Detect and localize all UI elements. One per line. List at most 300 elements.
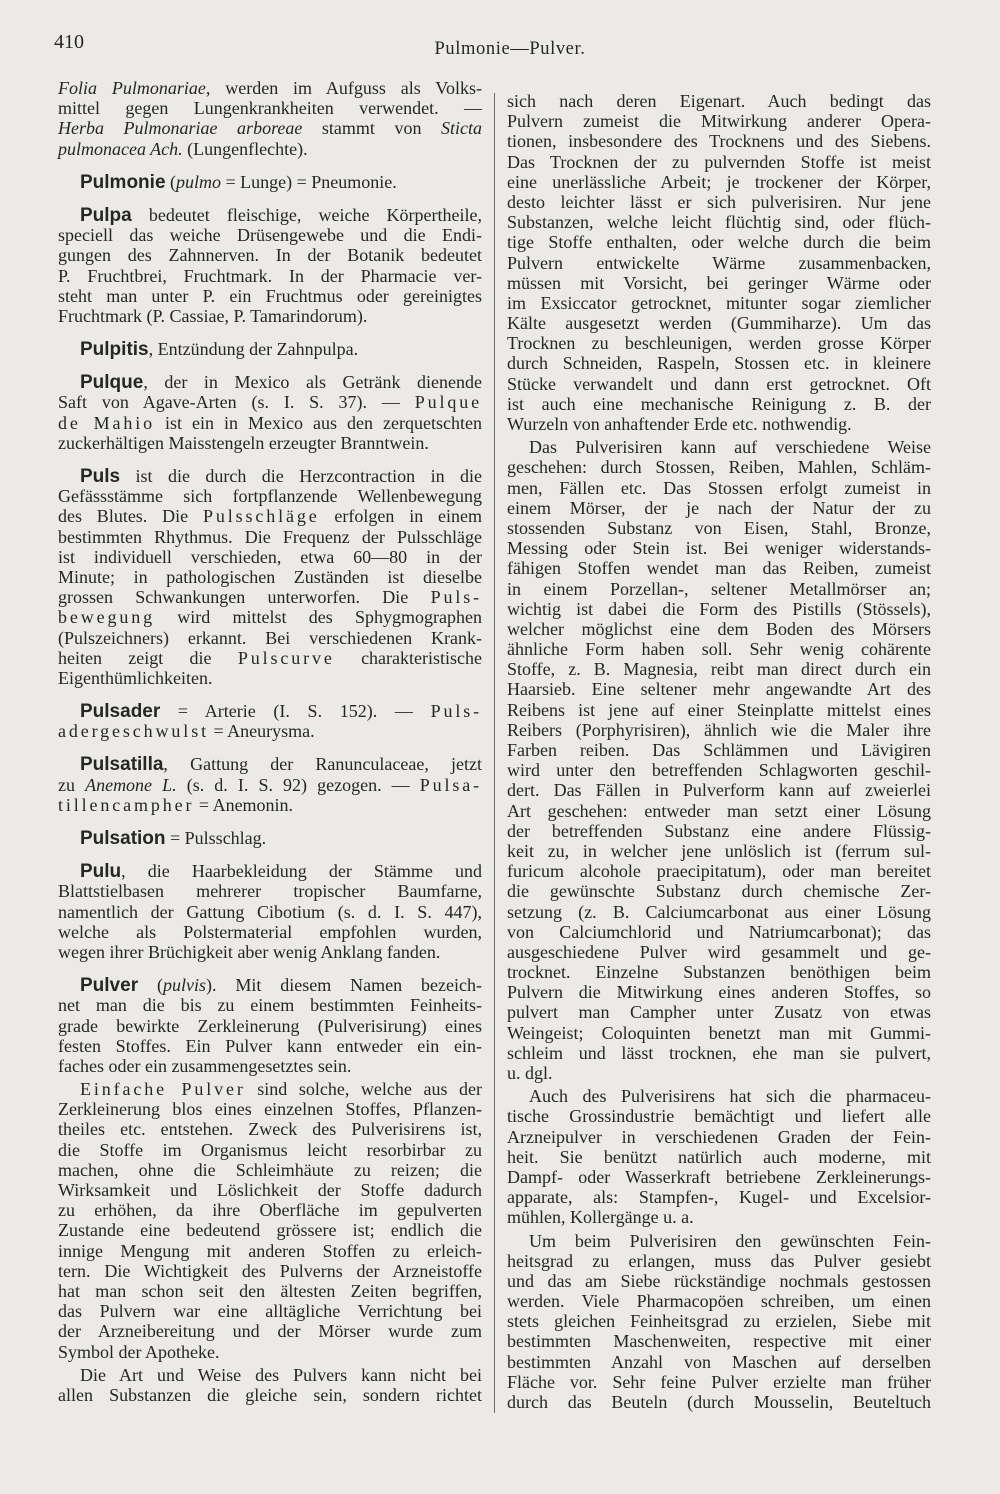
line-text — [80, 701, 482, 721]
text-paragraph — [58, 1079, 482, 1362]
line-text: Substanzen, welche leicht flüchtig sind, oder flüch- — [507, 212, 931, 233]
line-text: net man die bis zu einem bestimmten Feinheits- — [58, 995, 482, 1016]
text-line — [58, 392, 482, 412]
line-text — [58, 648, 482, 668]
line-text: welcher möglichst eine dem Boden des Mörsers — [507, 618, 931, 639]
text-line — [507, 861, 931, 881]
text-line — [58, 547, 482, 567]
text-line — [507, 111, 931, 131]
text-run: sind solche, welche aus der — [245, 1079, 483, 1100]
text-line — [58, 995, 482, 1015]
line-text: ausgeschiedene Pulver wird gesammelt und ge- — [507, 941, 931, 962]
line-text: Die Art und Weise des Pulvers kann nicht bei — [80, 1364, 482, 1385]
text-line — [58, 628, 482, 648]
spaced-text: adergeschwulst — [58, 721, 209, 742]
text-line — [58, 567, 482, 587]
line-text: namentlich der Gattung Cibotium (s. d. I. S. 447), — [58, 901, 482, 922]
line-text — [80, 861, 482, 881]
text-run: ist ein in Mexico aus den zerquetschten — [155, 412, 482, 433]
text-run: (s. d. I. S. 92) gezogen. — — [176, 774, 420, 795]
line-text: Wurzeln von anhaftender Erde etc. nothwendig. — [507, 414, 852, 434]
dictionary-entry — [58, 861, 482, 962]
line-text: setzung (z. B. Calciumcarbonat aus einer Lösung — [507, 901, 931, 922]
line-text: hat man schon seit den ältesten Zeiten begriffen, — [58, 1280, 482, 1301]
headword: Pulsation — [80, 828, 166, 849]
line-text: innige Mengung mit anderen Stoffen zu erleich- — [58, 1240, 482, 1261]
text-line — [58, 172, 482, 192]
text-line — [58, 1301, 482, 1321]
text-line — [507, 1023, 931, 1043]
text-line — [507, 780, 931, 800]
text-line — [58, 1036, 482, 1056]
text-line — [58, 1180, 482, 1200]
dictionary-entry — [58, 339, 482, 359]
line-text — [58, 413, 482, 433]
line-text: Reibens ist jene auf einer Steinplatte mittelst eines — [507, 699, 931, 720]
text-line — [58, 1079, 482, 1099]
text-line — [58, 527, 482, 547]
dictionary-entry — [58, 372, 482, 453]
text-run: des Blutes. Die — [58, 506, 203, 527]
text-line — [58, 648, 482, 668]
text-line — [58, 306, 482, 326]
line-text: Pulvern die Mitwirkung eines anderen Stoffes, so — [507, 982, 931, 1003]
text-line — [58, 466, 482, 486]
line-text: Zustande eine bedeutend grössere ist; endlich die — [58, 1220, 482, 1241]
text-run: ( — [138, 975, 163, 996]
line-text: durch das Beuteln (durch Mousselin, Beuteltuch — [507, 1392, 931, 1412]
text-line — [507, 253, 931, 273]
text-line — [507, 293, 931, 313]
text-line — [507, 1331, 931, 1351]
italic-text: Anemone L. — [85, 774, 177, 795]
line-text: Stoffe, z. B. Magnesia, reibt man direct durch ein — [507, 659, 931, 680]
text-line — [58, 1056, 482, 1076]
text-line — [58, 754, 482, 774]
text-line — [507, 1147, 931, 1167]
headword: Pulsader — [80, 701, 161, 723]
line-text: in einem Porzellan-, seltener Metallmörser an; — [507, 578, 931, 599]
line-text: fähigen Stoffen wendet man das Reiben, zumeist — [507, 558, 931, 579]
text-line — [58, 205, 482, 225]
text-line — [58, 1140, 482, 1160]
text-line — [507, 1086, 931, 1106]
text-line — [58, 902, 482, 922]
text-line — [507, 518, 931, 538]
text-line — [507, 1063, 931, 1083]
text-line — [58, 607, 482, 627]
text-line — [507, 1167, 931, 1187]
text-line — [58, 942, 482, 962]
line-text: men, Fällen etc. Das Stossen erfolgt zumeist in — [507, 477, 931, 498]
line-text: der betreffenden Substanz eine andere Flüssig- — [507, 820, 931, 841]
text-line — [58, 118, 482, 138]
text-line — [507, 394, 931, 414]
dictionary-entry — [58, 828, 482, 848]
text-line — [58, 861, 482, 881]
text-line — [58, 372, 482, 392]
line-text: wegen ihrer Brüchigkeit aber wenig Anklang fanden. — [58, 941, 441, 962]
dictionary-entry — [58, 205, 482, 326]
line-text: trocknet. Einzelne Substanzen benöthigen beim — [507, 962, 931, 983]
text-line — [58, 286, 482, 306]
text-line — [507, 902, 931, 922]
text-line — [58, 139, 482, 159]
text-line — [507, 478, 931, 498]
text-line — [58, 975, 482, 995]
running-head: Pulmonie—Pulver. — [434, 39, 586, 59]
text-line — [58, 1220, 482, 1240]
line-text: tern. Die Wichtigkeit des Pulverns der Arzneistoffe — [58, 1260, 482, 1281]
column-divider — [494, 93, 495, 1413]
line-text: Pulvern zumeist die Mitwirkung anderer Opera- — [507, 111, 931, 132]
line-text: Um beim Pulverisiren den gewünschten Fein- — [529, 1230, 931, 1251]
line-text: Zerkleinerung blos eines einzelnen Stoffes, Pflanzen- — [58, 1099, 482, 1120]
text-line — [507, 679, 931, 699]
line-text: Das Trocknen der zu pulvernden Stoffe ist meist — [507, 151, 931, 172]
italic-text: pulmo — [176, 171, 222, 192]
text-line — [58, 1200, 482, 1220]
text-run: , die Haarbekleidung der Stämme und — [121, 861, 482, 882]
text-line — [58, 721, 482, 741]
text-line — [58, 587, 482, 607]
text-run: = Arterie (I. S. 152). — — [160, 701, 431, 722]
line-text: der Arzneibereitung und der Mörser wurde zum — [58, 1321, 482, 1342]
text-line — [58, 828, 482, 848]
dictionary-entry — [58, 172, 482, 192]
text-run: , Entzündung der Zahnpulpa. — [148, 339, 359, 360]
text-line — [507, 437, 931, 457]
line-text: die gewünschte Substanz durch chemische Zer- — [507, 881, 931, 902]
headword: Pulpitis — [80, 339, 149, 361]
spaced-text: bewegung — [58, 607, 156, 628]
text-line — [58, 1342, 482, 1362]
text-paragraph — [507, 437, 931, 1083]
right-column — [507, 91, 931, 1412]
line-text — [80, 205, 482, 225]
spaced-text: tillencampher — [58, 794, 195, 815]
dictionary-entry — [58, 754, 482, 815]
line-text — [58, 721, 315, 741]
line-text — [58, 775, 482, 795]
line-text: werden. Viele Pharmacopöen schreiben, um einen — [507, 1291, 931, 1312]
line-text: welche als Polstermaterial empfohlen wurden, — [58, 921, 482, 942]
line-text: furicum alcohole praecipitatum), oder man bereitet — [507, 861, 931, 882]
line-text — [80, 172, 397, 192]
line-text: dert. Das Fällen in Pulverform kann auf zweierlei — [507, 780, 931, 801]
line-text: Messing oder Stein ist. Bei weniger widerstands- — [507, 538, 931, 559]
text-line — [507, 313, 931, 333]
text-line — [507, 498, 931, 518]
text-run: Saft von Agave-Arten (s. I. S. 37). — — [58, 392, 415, 413]
dictionary-entry — [58, 701, 482, 741]
line-text: Trocknen zu beschleunigen, werden grosse Körper — [507, 333, 931, 354]
line-text: faches oder ein zusammengesetztes sein. — [58, 1055, 352, 1076]
line-text: (Pulszeichners) erkannt. Bei verschiedenen Krank- — [58, 627, 482, 648]
text-run: charakteristische — [334, 647, 482, 668]
text-line — [507, 922, 931, 942]
text-line — [507, 881, 931, 901]
text-line — [507, 1106, 931, 1126]
text-line — [58, 245, 482, 265]
line-text: P. Fruchtbrei, Fruchtmark. In der Pharmacie ver- — [58, 265, 482, 286]
text-line — [58, 225, 482, 245]
text-paragraph — [58, 1365, 482, 1405]
line-text: und das am Siebe rückständige nochmals gestossen — [507, 1270, 931, 1291]
line-text: geschehen: durch Stossen, Reiben, Mahlen, Schläm- — [507, 457, 931, 478]
text-line — [507, 1251, 931, 1271]
left-column — [58, 78, 482, 1405]
line-text: Reibers (Porphyrisiren), ähnlich wie die Maler ihre — [507, 719, 931, 740]
text-line — [507, 172, 931, 192]
text-line — [507, 801, 931, 821]
line-text: allen Substanzen die gleiche sein, sondern richtet — [58, 1384, 482, 1405]
line-text: festen Stoffes. Ein Pulver kann entweder ein ein- — [58, 1035, 482, 1056]
text-line — [58, 1099, 482, 1119]
text-run: = Pulsschlag. — [165, 828, 267, 848]
text-line — [507, 353, 931, 373]
text-line — [507, 1291, 931, 1311]
line-text — [58, 506, 482, 526]
text-line — [58, 266, 482, 286]
text-line — [507, 273, 931, 293]
text-line — [58, 1385, 482, 1405]
line-text — [80, 754, 482, 774]
line-text: bestimmten Rhythmus. Die Frequenz der Pulsschläge — [58, 526, 482, 547]
text-line — [507, 599, 931, 619]
text-run: wird mittelst des Sphygmographen — [155, 607, 482, 628]
line-text — [80, 975, 482, 995]
line-text: Art geschehen: entweder man setzt einer Lösung — [507, 800, 931, 821]
text-line — [58, 922, 482, 942]
line-text — [80, 466, 482, 486]
line-text: Haarsieb. Eine seltener mehr angewandte Art des — [507, 679, 931, 700]
line-text — [80, 828, 266, 848]
text-run: , der in Mexico als Getränk dienende — [143, 372, 482, 393]
text-line — [507, 1352, 931, 1372]
line-text: Eigenthümlichkeiten. — [58, 667, 213, 688]
line-text: Minute; in pathologischen Zuständen ist dieselbe — [58, 566, 482, 587]
line-text: pulvert man Campher unter Zusatz von etwas — [507, 1002, 931, 1023]
spaced-text: Puls- — [430, 587, 482, 608]
text-paragraph — [507, 91, 931, 434]
text-run: = Aneurysma. — [208, 721, 315, 742]
italic-text: pulvis — [163, 975, 206, 996]
text-line — [507, 374, 931, 394]
page-number: 410 — [54, 31, 84, 53]
text-line — [507, 1187, 931, 1207]
line-text: gungen des Zahnnerven. In der Botanik bedeutet — [58, 245, 482, 266]
text-line — [58, 1160, 482, 1180]
line-text: heitsgrad zu erlangen, muss das Pulver gesiebt — [507, 1250, 931, 1271]
line-text: wird unter den betreffenden Schlagworten geschil- — [507, 760, 931, 781]
headword: Pulpa — [80, 204, 132, 226]
line-text: ist auch eine mechanische Reinigung z. B. der — [507, 393, 931, 414]
text-line — [507, 1127, 931, 1147]
text-line — [507, 1271, 931, 1291]
text-line — [507, 1392, 931, 1412]
line-text: machen, ohne die Schleimhäute zu reizen; die — [58, 1159, 482, 1180]
italic-text: Folia Pulmonariae — [58, 78, 206, 98]
text-line — [507, 131, 931, 151]
line-text: Arzneipulver in verschiedenen Graden der Fein- — [507, 1126, 931, 1147]
text-line — [58, 1241, 482, 1261]
line-text: zuckerhältigen Maisstengeln erzeugter Branntwein. — [58, 432, 429, 453]
text-line — [507, 1231, 931, 1251]
text-line — [507, 1311, 931, 1331]
text-line — [58, 1321, 482, 1341]
text-line — [58, 413, 482, 433]
text-line — [58, 1016, 482, 1036]
line-text: Farben reiben. Das Schlämmen und Lävigiren — [507, 740, 931, 760]
line-text: bestimmten Maschenweiten, respective mit einer — [507, 1331, 931, 1352]
text-line — [507, 91, 931, 111]
text-line — [507, 720, 931, 740]
line-text — [58, 118, 482, 138]
text-line — [507, 192, 931, 212]
line-text: Fruchtmark (P. Cassiae, P. Tamarindorum). — [58, 305, 368, 326]
line-text: schleim und lässt trocknen, ehe man sie pulvert, — [507, 1042, 931, 1063]
text-line — [58, 1365, 482, 1385]
text-line — [58, 668, 482, 688]
spaced-text: de Mahio — [58, 412, 156, 433]
line-text: bestimmten Anzahl von Maschen auf derselben — [507, 1351, 931, 1372]
text-line — [58, 795, 482, 815]
spaced-text: Puls- — [430, 701, 482, 722]
line-text — [58, 607, 482, 627]
text-run: = Anemonin. — [194, 794, 294, 815]
line-text: wichtig ist dabei die Form des Pistills (Stössels), — [507, 598, 931, 619]
line-text: heit. Sie benützt natürlich auch moderne, mit — [507, 1146, 931, 1167]
text-line — [507, 659, 931, 679]
text-line — [507, 1002, 931, 1022]
text-line — [58, 78, 482, 98]
text-run: , Gattung der Ranunculaceae, jetzt — [163, 754, 482, 775]
text-paragraph — [507, 1086, 931, 1227]
line-text: Wirksamkeit und Löslichkeit der Stoffe dadurch — [58, 1180, 482, 1200]
text-line — [507, 619, 931, 639]
text-line — [507, 333, 931, 353]
line-text: Auch des Pulverisirens hat sich die pharmaceu- — [529, 1086, 931, 1107]
text-run: grossen Schwankungen unterworfen. Die — [58, 587, 431, 608]
text-line — [58, 701, 482, 721]
line-text: Pulvern entwickelte Wärme zusammenbacken, — [507, 252, 931, 273]
text-run: (Lungenflechte). — [182, 138, 308, 159]
headword: Pulu — [80, 861, 122, 883]
line-text — [80, 372, 482, 392]
line-text: Das Pulverisiren kann auf verschiedene Weise — [529, 437, 931, 458]
dictionary-entry — [58, 466, 482, 688]
line-text: Stücke verwandelt und dann erst getrocknet. Oft — [507, 373, 931, 394]
italic-text: pulmonacea Ach. — [58, 138, 183, 159]
text-line — [507, 760, 931, 780]
line-text: ähnliche Form haben soll. Sehr wenig cohärente — [507, 639, 931, 660]
text-line — [507, 821, 931, 841]
text-line — [507, 579, 931, 599]
headword: Pulver — [80, 975, 139, 997]
text-line — [58, 486, 482, 506]
text-paragraph — [58, 78, 482, 159]
text-line — [507, 982, 931, 1002]
line-text: das Pulvern war eine alltägliche Verrichtung bei — [58, 1301, 482, 1322]
line-text: Fläche vor. Sehr feine Pulver erzielte man früher — [507, 1371, 931, 1392]
line-text: grade bewirkte Zerkleinerung (Pulverisirung) eines — [58, 1015, 482, 1036]
text-line — [58, 506, 482, 526]
text-run: , werden im Aufguss als Volks- — [205, 78, 482, 98]
text-line — [507, 457, 931, 477]
text-line — [58, 775, 482, 795]
line-text — [58, 392, 482, 412]
line-text: zu erhöhen, da ihre Oberfläche im gepulverten — [58, 1200, 482, 1221]
line-text: die Stoffe im Organismus leicht resorbirbar zu — [58, 1139, 482, 1160]
text-run: stammt von — [302, 118, 442, 139]
spaced-text: Pulsa- — [419, 774, 483, 795]
line-text — [80, 1079, 482, 1099]
text-line — [507, 538, 931, 558]
text-line — [507, 1043, 931, 1063]
text-line — [58, 1281, 482, 1301]
text-paragraph — [507, 1231, 931, 1413]
text-line — [507, 558, 931, 578]
line-text: Blattstielbasen mehrerer tropischer Baumfarne, — [58, 881, 482, 902]
line-text — [58, 587, 482, 607]
headword: Pulque — [80, 372, 144, 394]
italic-text: Herba Pulmonariae arboreae — [58, 118, 303, 139]
text-line — [507, 740, 931, 760]
text-line — [507, 232, 931, 252]
line-text: Weingeist; Coloquinten benetzt man mit Gummi- — [507, 1022, 931, 1043]
text-run: ). Mit diesem Namen bezeich- — [206, 975, 483, 996]
text-line — [58, 433, 482, 453]
line-text: keit zu, in welcher jene unlöslich ist (ferrum sul- — [507, 840, 931, 861]
line-text: tige Stoffe enthalten, oder welche durch die beim — [507, 232, 931, 253]
line-text: Dampf- oder Wasserkraft betriebene Zerkleinerungs- — [507, 1166, 931, 1187]
spaced-text: Pulscurve — [237, 647, 335, 668]
line-text: Kälte ausgesetzt werden (Gummiharze). Um das — [507, 313, 931, 334]
text-line — [507, 1372, 931, 1392]
headword: Puls — [80, 466, 121, 487]
line-text: stossenden Substanz von Eisen, Stahl, Bronze, — [507, 517, 931, 538]
line-text: stets gleichen Feinheitsgrad zu erzielen, Siebe mit — [507, 1311, 931, 1332]
line-text: ist individuell verschieden, etwa 60—80 in der — [58, 546, 482, 567]
text-run: ( — [165, 171, 177, 192]
text-line — [58, 339, 482, 359]
dictionary-entry — [58, 975, 482, 1076]
line-text — [80, 339, 358, 359]
text-run: erfolgen in einem — [319, 506, 482, 527]
line-text: u. dgl. — [507, 1063, 553, 1083]
line-text: von Calciumchlorid und Natriumcarbonat); das — [507, 921, 931, 942]
text-line — [58, 1119, 482, 1139]
line-text: tionen, insbesondere des Trocknens und des Siebens. — [507, 131, 931, 152]
line-text: Symbol der Apotheke. — [58, 1341, 220, 1362]
line-text: eine unerlässliche Arbeit; je trockener der Körper, — [507, 171, 931, 192]
line-text: Gefässstämme sich fortpflanzende Wellenbewegung — [58, 486, 482, 507]
text-run: heiten zeigt die — [58, 647, 238, 668]
headword: Pulsatilla — [80, 754, 164, 776]
line-text: durch Schneiden, Raspeln, Stossen etc. in kleinere — [507, 353, 931, 374]
line-text: müssen mit Vorsicht, bei geringer Wärme oder — [507, 272, 931, 293]
spaced-text: Einfache Pulver — [80, 1079, 246, 1100]
line-text — [58, 78, 482, 98]
line-text: mühlen, Kollergänge u. a. — [507, 1207, 694, 1228]
line-text: einem Mörser, der je nach der Natur der zu — [507, 497, 931, 518]
text-line — [507, 700, 931, 720]
text-line — [58, 98, 482, 118]
line-text: tische Grossindustrie bemächtigt und liefert alle — [507, 1106, 931, 1127]
text-line — [507, 942, 931, 962]
text-run: zu — [58, 774, 86, 795]
